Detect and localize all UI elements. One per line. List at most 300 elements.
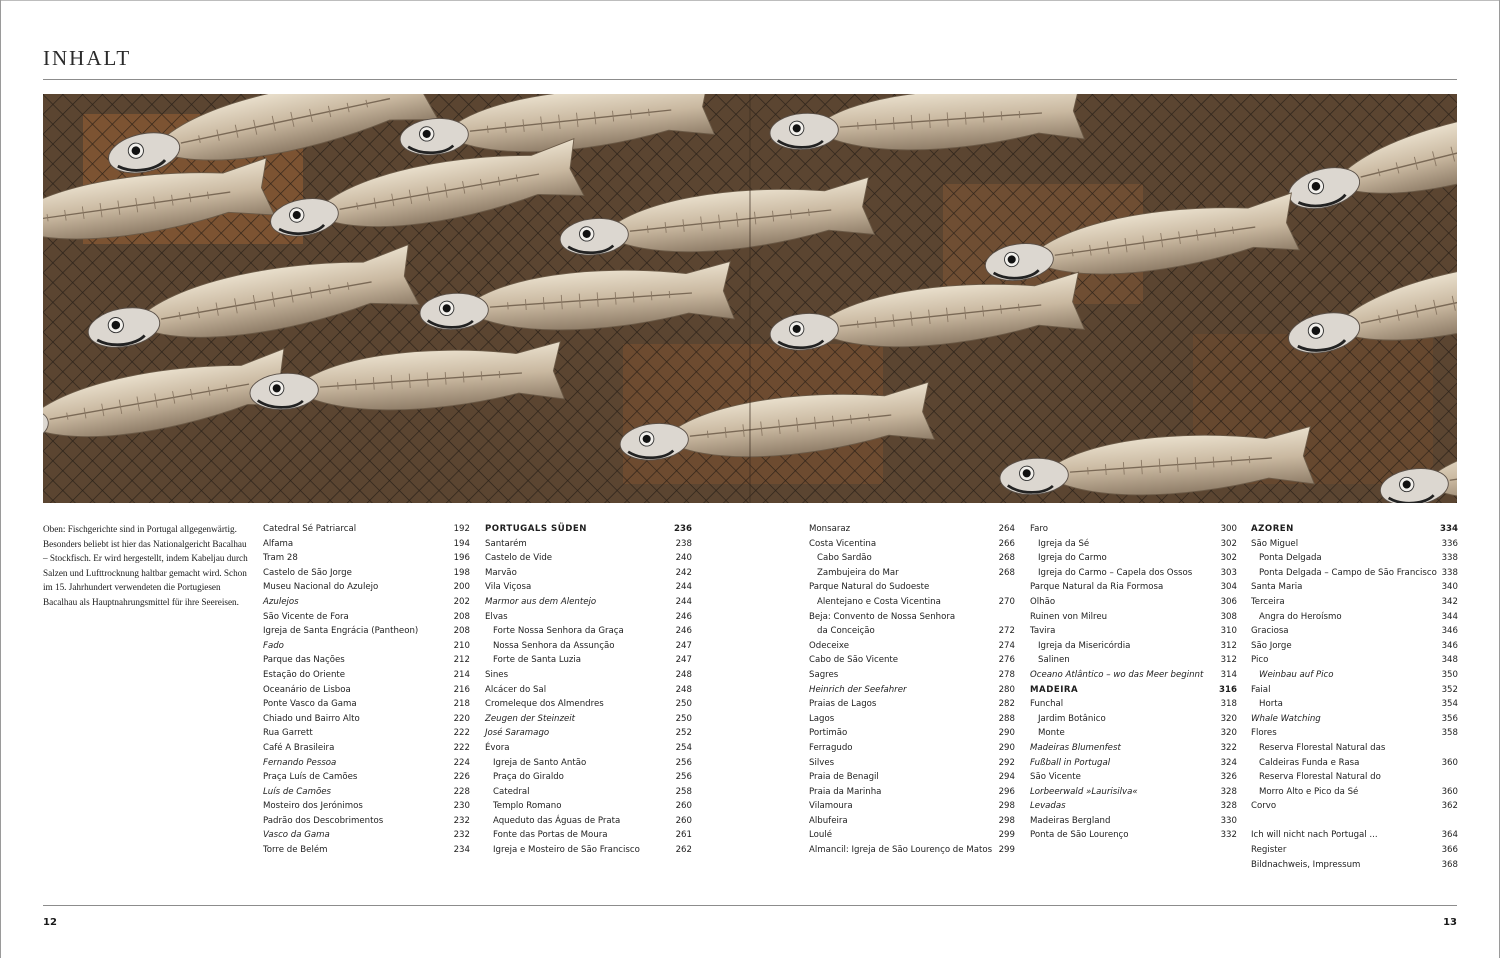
toc-column-2 bbox=[485, 522, 692, 858]
toc-entry-title: Angra do Heroísmo bbox=[1259, 611, 1342, 622]
toc-entry-title: Beja: Convento de Nossa Senhora bbox=[809, 611, 956, 622]
toc-entry-page: 354 bbox=[1441, 699, 1458, 710]
toc-entry-page: 238 bbox=[675, 538, 692, 549]
toc-entry-title: Igreja e Mosteiro de São Francisco bbox=[493, 845, 640, 856]
toc-entry bbox=[485, 843, 692, 858]
toc-entry bbox=[1030, 668, 1237, 683]
toc-entry bbox=[485, 712, 692, 727]
toc-entry-page: 290 bbox=[998, 728, 1015, 739]
toc-entry bbox=[809, 697, 1015, 712]
toc-entry bbox=[1030, 814, 1237, 829]
toc-entry bbox=[809, 785, 1015, 800]
toc-entry-title: Madeiras Bergland bbox=[1030, 815, 1111, 826]
toc-entry-page: 326 bbox=[1220, 772, 1237, 783]
toc-entry bbox=[485, 639, 692, 654]
toc-entry bbox=[809, 639, 1015, 654]
toc-entry-page: 352 bbox=[1441, 684, 1458, 695]
toc-entry-title: Lagos bbox=[809, 713, 835, 724]
toc-entry bbox=[1030, 595, 1237, 610]
toc-entry-page: 232 bbox=[453, 815, 470, 826]
toc-entry bbox=[485, 653, 692, 668]
toc-entry-page: 296 bbox=[998, 786, 1015, 797]
toc-entry-title: Tavira bbox=[1030, 626, 1056, 637]
toc-entry bbox=[485, 697, 692, 712]
toc-entry bbox=[1251, 756, 1458, 771]
toc-entry bbox=[1251, 770, 1458, 785]
toc-entry-title: Cabo de São Vicente bbox=[809, 655, 899, 666]
toc-section-heading bbox=[1030, 683, 1237, 698]
toc-entry-title: Praia da Marinha bbox=[809, 786, 882, 797]
toc-entry bbox=[485, 668, 692, 683]
toc-entry bbox=[263, 639, 470, 654]
toc-entry-title: Parque das Nações bbox=[263, 655, 345, 666]
toc-entry-page: 224 bbox=[453, 757, 470, 768]
toc-entry bbox=[263, 712, 470, 727]
toc-entry-page: 332 bbox=[1220, 830, 1237, 841]
toc-entry bbox=[263, 756, 470, 771]
toc-entry-page: 316 bbox=[1219, 684, 1237, 695]
toc-entry-title: AZOREN bbox=[1251, 524, 1294, 534]
toc-entry-title: Zeugen der Steinzeit bbox=[485, 713, 576, 724]
toc-entry bbox=[1030, 610, 1237, 625]
toc-entry-page: 268 bbox=[998, 567, 1015, 578]
toc-entry bbox=[485, 595, 692, 610]
toc-entry-page: 360 bbox=[1441, 757, 1458, 768]
toc-entry bbox=[1251, 785, 1458, 800]
toc-entry-title: Silves bbox=[809, 757, 835, 768]
toc-entry bbox=[485, 814, 692, 829]
toc-entry-page: 208 bbox=[453, 611, 470, 622]
toc-entry-title: MADEIRA bbox=[1030, 684, 1079, 695]
toc-entry-page: 322 bbox=[1220, 742, 1237, 753]
toc-entry-page: 303 bbox=[1220, 567, 1237, 578]
toc-entry-page: 348 bbox=[1441, 655, 1458, 666]
top-rule bbox=[43, 79, 1457, 80]
toc-entry bbox=[1251, 697, 1458, 712]
toc-entry-page: 247 bbox=[675, 655, 692, 666]
toc-entry-page: 312 bbox=[1220, 655, 1237, 666]
toc-entry-title: Rua Garrett bbox=[263, 728, 313, 739]
toc-entry-title: São Vicente bbox=[1030, 772, 1081, 783]
toc-entry bbox=[1251, 712, 1458, 727]
toc-entry-page: 328 bbox=[1220, 801, 1237, 812]
toc-entry-title: Castelo de São Jorge bbox=[263, 567, 352, 578]
toc-entry-title: Museu Nacional do Azulejo bbox=[263, 582, 379, 593]
toc-entry-title: Vasco da Gama bbox=[263, 830, 330, 841]
toc-entry bbox=[1251, 653, 1458, 668]
toc-entry-page: 308 bbox=[1220, 611, 1237, 622]
toc-entry bbox=[263, 537, 470, 552]
toc-entry bbox=[1251, 610, 1458, 625]
toc-entry-title: Register bbox=[1251, 845, 1287, 856]
toc-entry bbox=[485, 756, 692, 771]
toc-entry-title: Ich will nicht nach Portugal ... bbox=[1251, 830, 1378, 841]
toc-entry bbox=[485, 537, 692, 552]
toc-entry bbox=[1251, 858, 1458, 873]
toc-entry-page: 236 bbox=[674, 524, 692, 534]
toc-entry-title: Igreja da Misericórdia bbox=[1038, 640, 1131, 651]
toc-entry-title: Castelo de Vide bbox=[485, 553, 553, 564]
toc-entry-title: Templo Romano bbox=[493, 801, 562, 812]
toc-entry-title: Fado bbox=[263, 640, 284, 651]
toc-column-5 bbox=[1251, 522, 1458, 872]
toc-entry-title: Sagres bbox=[809, 669, 839, 680]
toc-entry bbox=[263, 580, 470, 595]
toc-entry bbox=[1030, 770, 1237, 785]
toc-entry bbox=[809, 566, 1015, 581]
toc-entry-page: 330 bbox=[1220, 815, 1237, 826]
toc-entry-title: Forte de Santa Luzia bbox=[493, 655, 582, 666]
toc-entry bbox=[263, 668, 470, 683]
toc-entry-page: 262 bbox=[675, 845, 692, 856]
toc-entry-title: Ruinen von Milreu bbox=[1030, 611, 1108, 622]
toc-entry-title: Évora bbox=[485, 742, 510, 753]
toc-entry-title: Odeceixe bbox=[809, 640, 850, 651]
toc-entry bbox=[809, 595, 1015, 610]
toc-entry-title: Ponta de São Lourenço bbox=[1030, 830, 1129, 841]
toc-entry-page: 360 bbox=[1441, 786, 1458, 797]
toc-entry-page: 290 bbox=[998, 742, 1015, 753]
toc-entry bbox=[1251, 726, 1458, 741]
toc-entry-page: 350 bbox=[1441, 669, 1458, 680]
toc-entry bbox=[809, 712, 1015, 727]
toc-entry bbox=[485, 770, 692, 785]
toc-entry-title: Faial bbox=[1251, 684, 1271, 695]
dried-fish-photo bbox=[43, 94, 1457, 503]
toc-entry-page: 292 bbox=[998, 757, 1015, 768]
toc-entry-page: 250 bbox=[675, 713, 692, 724]
toc-entry-title: Reserva Florestal Natural das bbox=[1259, 742, 1386, 753]
toc-entry-title: Igreja do Carmo bbox=[1038, 553, 1107, 564]
toc-entry-title: Fußball in Portugal bbox=[1030, 757, 1111, 768]
toc-entry-title: Praia de Benagil bbox=[809, 772, 879, 783]
toc-entry-title: Nossa Senhora da Assunção bbox=[493, 640, 615, 651]
toc-entry-title: Estação do Oriente bbox=[263, 669, 346, 680]
toc-entry-page: 240 bbox=[675, 553, 692, 564]
toc-entry bbox=[1030, 566, 1237, 581]
toc-entry-title: Mosteiro dos Jerónimos bbox=[263, 801, 363, 812]
toc-entry bbox=[1030, 741, 1237, 756]
toc-entry-title: Weinbau auf Pico bbox=[1259, 669, 1334, 680]
toc-entry bbox=[263, 551, 470, 566]
toc-entry bbox=[1251, 624, 1458, 639]
toc-entry bbox=[1030, 828, 1237, 843]
toc-entry bbox=[809, 799, 1015, 814]
toc-entry-page: 328 bbox=[1220, 786, 1237, 797]
toc-entry-title: Bildnachweis, Impressum bbox=[1251, 859, 1361, 870]
toc-entry-page: 261 bbox=[675, 830, 692, 841]
toc-entry-page: 218 bbox=[453, 699, 470, 710]
toc-entry-page: 192 bbox=[453, 524, 470, 534]
toc-entry-title: Funchal bbox=[1030, 699, 1064, 710]
toc-entry bbox=[485, 683, 692, 698]
toc-entry bbox=[263, 624, 470, 639]
toc-entry-title: Costa Vicentina bbox=[809, 538, 877, 549]
toc-entry-title: Parque Natural da Ria Formosa bbox=[1030, 582, 1164, 593]
toc-entry-title: Flores bbox=[1251, 728, 1277, 739]
toc-entry bbox=[263, 610, 470, 625]
toc-entry bbox=[485, 828, 692, 843]
toc-section-heading bbox=[1251, 522, 1458, 537]
toc-entry bbox=[1030, 580, 1237, 595]
toc-entry-title: Salinen bbox=[1038, 655, 1070, 666]
toc-entry bbox=[1030, 624, 1237, 639]
toc-entry-title: Ferragudo bbox=[809, 742, 853, 753]
toc-entry-page: 294 bbox=[998, 772, 1015, 783]
toc-entry-page: 210 bbox=[453, 640, 470, 651]
toc-entry-title: Faro bbox=[1030, 524, 1049, 534]
toc-entry bbox=[1251, 580, 1458, 595]
toc-entry-page: 302 bbox=[1220, 553, 1237, 564]
toc-entry-page: 282 bbox=[998, 699, 1015, 710]
toc-entry-page: 310 bbox=[1220, 626, 1237, 637]
toc-entry bbox=[1251, 741, 1458, 756]
toc-entry bbox=[1251, 537, 1458, 552]
toc-entry bbox=[1030, 799, 1237, 814]
toc-entry bbox=[263, 785, 470, 800]
toc-entry-page: 278 bbox=[998, 669, 1015, 680]
toc-entry bbox=[263, 741, 470, 756]
toc-entry bbox=[809, 843, 1015, 858]
toc-entry-page: 230 bbox=[453, 801, 470, 812]
toc-entry-page: 260 bbox=[675, 801, 692, 812]
toc-entry-page: 248 bbox=[675, 684, 692, 695]
toc-entry bbox=[263, 770, 470, 785]
toc-entry-page: 298 bbox=[998, 801, 1015, 812]
toc-entry-title: Ponta Delgada bbox=[1259, 553, 1322, 564]
toc-entry bbox=[485, 610, 692, 625]
toc-entry bbox=[1030, 785, 1237, 800]
toc-entry-title: PORTUGALS SÜDEN bbox=[485, 524, 587, 534]
page-number-left: 12 bbox=[43, 917, 57, 928]
toc-entry bbox=[263, 522, 470, 537]
toc-entry-page: 346 bbox=[1441, 640, 1458, 651]
toc-entry-page: 256 bbox=[675, 772, 692, 783]
toc-entry-page: 248 bbox=[675, 669, 692, 680]
toc-entry-title: Café A Brasileira bbox=[263, 742, 335, 753]
toc-entry-page: 222 bbox=[453, 742, 470, 753]
toc-entry-page: 280 bbox=[998, 684, 1015, 695]
toc-entry-title: Alcácer do Sal bbox=[485, 684, 547, 695]
toc-entry-title: Torre de Belém bbox=[263, 845, 328, 856]
toc-entry bbox=[809, 551, 1015, 566]
toc-entry-title: Almancil: Igreja de São Lourenço de Matos bbox=[809, 845, 993, 856]
toc-entry bbox=[809, 580, 1015, 595]
toc-entry-page: 358 bbox=[1441, 728, 1458, 739]
toc-entry-page: 212 bbox=[453, 655, 470, 666]
toc-entry bbox=[809, 828, 1015, 843]
toc-entry bbox=[1251, 828, 1458, 843]
toc-entry bbox=[263, 828, 470, 843]
toc-entry-title: Forte Nossa Senhora da Graça bbox=[493, 626, 624, 637]
toc-entry bbox=[1030, 756, 1237, 771]
toc-entry-page: 299 bbox=[998, 845, 1015, 856]
toc-entry-title: Graciosa bbox=[1251, 626, 1289, 637]
toc-entry-title: Azulejos bbox=[263, 596, 299, 607]
toc-entry-page: 200 bbox=[453, 582, 470, 593]
toc-entry-title: Reserva Florestal Natural do bbox=[1259, 772, 1381, 783]
toc-entry-page: 234 bbox=[453, 845, 470, 856]
toc-entry bbox=[263, 653, 470, 668]
toc-entry-title: Loulé bbox=[809, 830, 833, 841]
toc-entry-title: Corvo bbox=[1251, 801, 1277, 812]
toc-entry-title: Igreja de Santa Engrácia (Pantheon) bbox=[263, 626, 419, 637]
toc-entry bbox=[1251, 683, 1458, 698]
photo-caption: Oben: Fischgerichte sind in Portugal allgegenwärtig. Besonders beliebt ist hier das Nationalgericht Bacalhau – Stockfisch. Er wird hergestellt, indem Kabeljau durch Salzen und Lufttrocknung haltbar gemacht wird. Schon im 15. Jahrhundert verwendeten die Portugiesen Bacalhau als Hauptnahrungsmittel für ihre Seereisen. bbox=[43, 524, 248, 607]
toc-entry-page: 258 bbox=[675, 786, 692, 797]
toc-entry-page: 266 bbox=[998, 538, 1015, 549]
toc-entry bbox=[1030, 712, 1237, 727]
toc-entry-page: 334 bbox=[1440, 524, 1458, 534]
toc-entry-page: 220 bbox=[453, 713, 470, 724]
toc-entry-page: 216 bbox=[453, 684, 470, 695]
toc-entry-page: 320 bbox=[1220, 728, 1237, 739]
toc-entry bbox=[809, 610, 1015, 625]
bottom-rule bbox=[43, 905, 1457, 906]
toc-entry-title: Fonte das Portas de Moura bbox=[493, 830, 608, 841]
toc-entry-page: 338 bbox=[1441, 567, 1458, 578]
toc-entry-title: Levadas bbox=[1030, 801, 1066, 812]
toc-entry-title: Horta bbox=[1259, 699, 1283, 710]
toc-entry bbox=[1030, 653, 1237, 668]
toc-entry-page: 226 bbox=[453, 772, 470, 783]
toc-entry bbox=[1030, 537, 1237, 552]
toc-entry-title: Morro Alto e Pico da Sé bbox=[1259, 786, 1359, 797]
toc-entry bbox=[809, 683, 1015, 698]
toc-entry-title: Chiado und Bairro Alto bbox=[263, 713, 360, 724]
toc-entry-title: Caldeiras Funda e Rasa bbox=[1259, 757, 1360, 768]
toc-entry-title: Praça Luís de Camões bbox=[263, 772, 358, 783]
toc-entry-page: 274 bbox=[998, 640, 1015, 651]
toc-entry bbox=[809, 624, 1015, 639]
toc-entry bbox=[1251, 551, 1458, 566]
toc-entry-title: Fernando Pessoa bbox=[263, 757, 337, 768]
toc-entry bbox=[485, 566, 692, 581]
toc-entry-page: 340 bbox=[1441, 582, 1458, 593]
toc-entry-title: Vilamoura bbox=[809, 801, 853, 812]
toc-entry bbox=[809, 814, 1015, 829]
toc-section-heading bbox=[485, 522, 692, 537]
toc-entry bbox=[485, 799, 692, 814]
toc-entry bbox=[1251, 566, 1458, 581]
toc-entry-title: Catedral bbox=[493, 786, 530, 797]
toc-entry bbox=[1030, 522, 1237, 537]
toc-entry-title: Vila Viçosa bbox=[485, 582, 532, 593]
toc-entry-title: Monsaraz bbox=[809, 524, 851, 534]
toc-entry bbox=[1251, 668, 1458, 683]
toc-entry-page: 244 bbox=[675, 582, 692, 593]
toc-entry-page: 288 bbox=[998, 713, 1015, 724]
toc-entry bbox=[809, 741, 1015, 756]
toc-entry-page: 242 bbox=[675, 567, 692, 578]
toc-entry-page: 304 bbox=[1220, 582, 1237, 593]
toc-entry bbox=[809, 653, 1015, 668]
toc-entry-title: Whale Watching bbox=[1251, 713, 1321, 724]
toc-entry-page: 314 bbox=[1220, 669, 1237, 680]
toc-entry bbox=[263, 566, 470, 581]
toc-entry-title: Praias de Lagos bbox=[809, 699, 877, 710]
toc-entry-page: 250 bbox=[675, 699, 692, 710]
toc-entry bbox=[485, 785, 692, 800]
toc-entry-title: São Vicente de Fora bbox=[263, 611, 349, 622]
toc-entry-page: 268 bbox=[998, 553, 1015, 564]
toc-entry-page: 208 bbox=[453, 626, 470, 637]
toc-entry-page: 194 bbox=[453, 538, 470, 549]
toc-entry bbox=[1251, 595, 1458, 610]
toc-entry-title: Igreja de Santo Antão bbox=[493, 757, 587, 768]
toc-entry-page: 202 bbox=[453, 596, 470, 607]
toc-entry bbox=[1030, 697, 1237, 712]
toc-entry-page: 272 bbox=[998, 626, 1015, 637]
toc-entry bbox=[1251, 799, 1458, 814]
toc-entry-title: Cabo Sardão bbox=[817, 553, 872, 564]
toc-entry bbox=[1251, 843, 1458, 858]
toc-entry-page: 244 bbox=[675, 596, 692, 607]
toc-entry-page: 306 bbox=[1220, 596, 1237, 607]
toc-entry-title: Catedral Sé Patriarcal bbox=[263, 524, 357, 534]
toc-entry bbox=[485, 741, 692, 756]
toc-entry bbox=[485, 580, 692, 595]
toc-entry-page: 270 bbox=[998, 596, 1015, 607]
toc-column-4 bbox=[1030, 522, 1237, 843]
toc-entry-page: 364 bbox=[1441, 830, 1458, 841]
toc-entry-page: 302 bbox=[1220, 538, 1237, 549]
toc-entry bbox=[263, 697, 470, 712]
toc-entry bbox=[1030, 726, 1237, 741]
toc-entry-page: 232 bbox=[453, 830, 470, 841]
toc-entry bbox=[263, 814, 470, 829]
toc-entry-title: Pico bbox=[1251, 655, 1269, 666]
toc-entry bbox=[485, 624, 692, 639]
toc-entry-title: Zambujeira do Mar bbox=[817, 567, 899, 578]
toc-entry bbox=[809, 726, 1015, 741]
toc-entry-page: 247 bbox=[675, 640, 692, 651]
toc-entry-page: 214 bbox=[453, 669, 470, 680]
toc-entry-page: 368 bbox=[1441, 859, 1458, 870]
toc-entry-page: 222 bbox=[453, 728, 470, 739]
toc-entry-title: Padrão dos Descobrimentos bbox=[263, 815, 384, 826]
toc-entry-title: Alentejano e Costa Vicentina bbox=[817, 596, 941, 607]
toc-entry-page: 276 bbox=[998, 655, 1015, 666]
toc-entry bbox=[1030, 639, 1237, 654]
toc-entry-page: 299 bbox=[998, 830, 1015, 841]
toc-entry-title: Jardim Botânico bbox=[1038, 713, 1106, 724]
toc-entry-page: 246 bbox=[675, 626, 692, 637]
toc-entry bbox=[1251, 814, 1458, 829]
toc-entry bbox=[263, 799, 470, 814]
toc-entry-title: Elvas bbox=[485, 611, 508, 622]
toc-entry bbox=[809, 537, 1015, 552]
toc-entry-page: 344 bbox=[1441, 611, 1458, 622]
toc-entry-title: Luís de Camões bbox=[263, 786, 331, 797]
toc-entry-title: Santarém bbox=[485, 538, 527, 549]
page-number-right: 13 bbox=[1443, 917, 1457, 928]
toc-entry-page: 228 bbox=[453, 786, 470, 797]
toc-entry-title: São Jorge bbox=[1251, 640, 1292, 651]
toc-entry bbox=[263, 726, 470, 741]
toc-entry-page: 254 bbox=[675, 742, 692, 753]
toc-entry-page: 260 bbox=[675, 815, 692, 826]
toc-entry-title: Oceano Atlântico – wo das Meer beginnt bbox=[1030, 669, 1204, 680]
toc-entry-title: Sines bbox=[485, 669, 509, 680]
toc-entry bbox=[263, 595, 470, 610]
toc-entry-page: 246 bbox=[675, 611, 692, 622]
toc-entry bbox=[263, 683, 470, 698]
toc-entry-page: 336 bbox=[1441, 538, 1458, 549]
toc-entry-page: 312 bbox=[1220, 640, 1237, 651]
toc-entry-title: Monte bbox=[1038, 728, 1065, 739]
toc-entry-title: Tram 28 bbox=[263, 553, 298, 564]
